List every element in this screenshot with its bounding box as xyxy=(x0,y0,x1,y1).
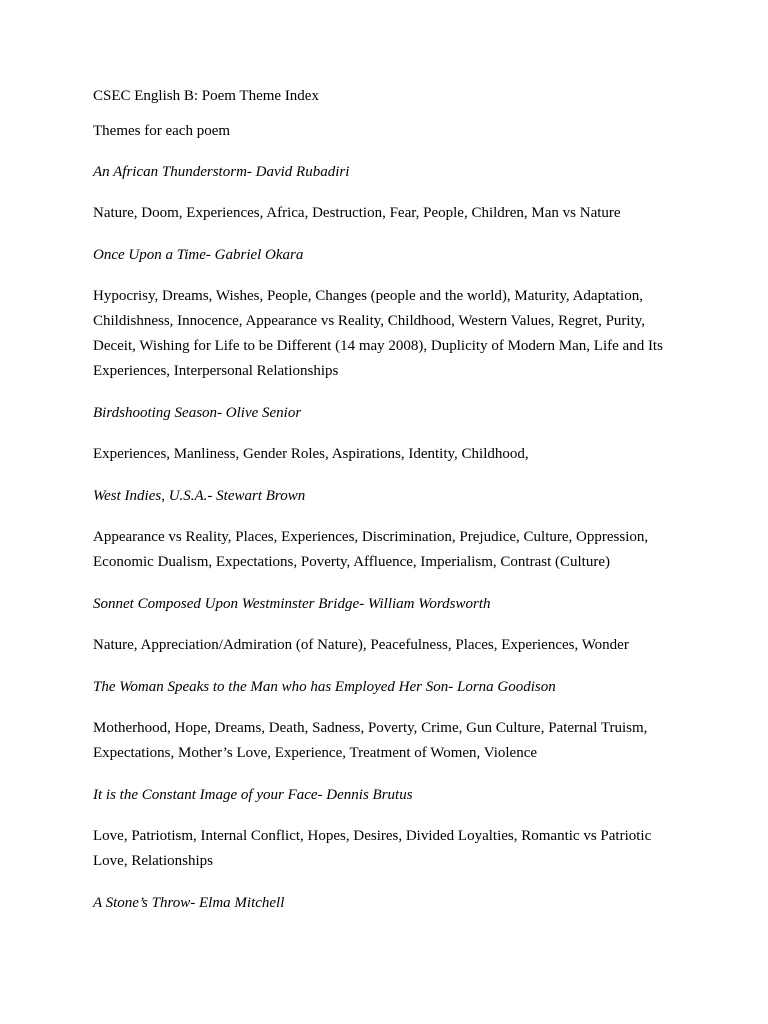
poem-themes: Love, Patriotism, Internal Conflict, Hopes, Desires, Divided Loyalties, Romantic vs Patriotic Love, Relationships xyxy=(93,828,652,869)
poem-entry xyxy=(93,245,683,384)
poem-themes: Appearance vs Reality, Places, Experiences, Discrimination, Prejudice, Culture, Oppression, Economic Dualism, Expectations, Poverty, Affluence, Imperialism, Contrast (Culture) xyxy=(93,529,649,570)
poem-heading: Once Upon a Time- Gabriel Okara xyxy=(93,247,304,263)
poem-heading: It is the Constant Image of your Face- Dennis Brutus xyxy=(93,787,413,803)
poem-themes: Nature, Doom, Experiences, Africa, Destruction, Fear, People, Children, Man vs Nature xyxy=(93,205,621,221)
poem-entry xyxy=(93,785,683,874)
poem-entry xyxy=(93,162,683,226)
poem-themes: Hypocrisy, Dreams, Wishes, People, Changes (people and the world), Maturity, Adaptation, Childishness, Innocence, Appearance vs Reality, Childhood, Western Values, Regret, Purity, Deceit, Wishing for Life to be Different (14 may 2008), Duplicity of Modern Man, Life and Its Experiences, Interpersonal Relationships xyxy=(93,288,663,379)
document-title: CSEC English B: Poem Theme Index xyxy=(93,88,319,104)
poem-entry xyxy=(93,403,683,467)
poem-heading: An African Thunderstorm- David Rubadiri xyxy=(93,164,350,180)
poem-heading: Sonnet Composed Upon Westminster Bridge- William Wordsworth xyxy=(93,596,491,612)
poem-themes: Nature, Appreciation/Admiration (of Nature), Peacefulness, Places, Experiences, Wonder xyxy=(93,637,629,653)
poem-entry xyxy=(93,594,683,658)
poem-heading: A Stone’s Throw- Elma Mitchell xyxy=(93,895,285,911)
poem-themes: Motherhood, Hope, Dreams, Death, Sadness, Poverty, Crime, Gun Culture, Paternal Truism, Expectations, Mother’s Love, Experience, Treatment of Women, Violence xyxy=(93,720,648,761)
poem-entry xyxy=(93,893,683,913)
poem-themes: Experiences, Manliness, Gender Roles, Aspirations, Identity, Childhood, xyxy=(93,446,529,462)
poem-heading: West Indies, U.S.A.- Stewart Brown xyxy=(93,488,306,504)
poem-heading: The Woman Speaks to the Man who has Employed Her Son- Lorna Goodison xyxy=(93,679,556,695)
poem-entry xyxy=(93,677,683,766)
poem-entry xyxy=(93,486,683,575)
poem-heading: Birdshooting Season- Olive Senior xyxy=(93,405,302,421)
document-subtitle: Themes for each poem xyxy=(93,123,231,139)
document-page xyxy=(93,86,683,934)
